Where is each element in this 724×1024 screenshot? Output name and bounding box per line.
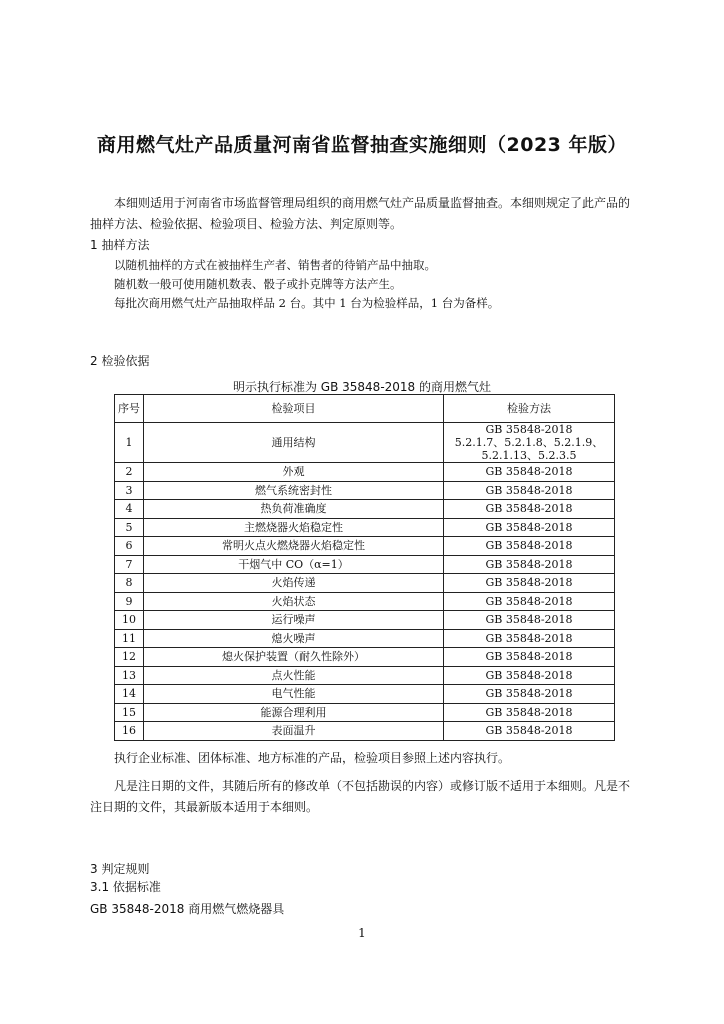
table-cell-method: GB 35848-2018 bbox=[444, 592, 615, 611]
table-cell-method: GB 35848-2018 bbox=[444, 518, 615, 537]
table-cell-item: 主燃烧器火焰稳定性 bbox=[144, 518, 444, 537]
table-cell-method: GB 35848-2018 bbox=[444, 629, 615, 648]
table-row bbox=[115, 518, 615, 537]
sampling-line-3: 每批次商用燃气灶产品抽取样品 2 台。其中 1 台为检验样品，1 台为备样。 bbox=[114, 296, 500, 310]
table-row bbox=[115, 611, 615, 630]
table-cell-no: 10 bbox=[115, 611, 144, 630]
table-cell-method: GB 35848-2018 bbox=[444, 555, 615, 574]
table-cell-no: 13 bbox=[115, 666, 144, 685]
table-row bbox=[115, 574, 615, 593]
table-row bbox=[115, 500, 615, 519]
table-cell-item: 通用结构 bbox=[144, 423, 444, 463]
sampling-line-1: 以随机抽样的方式在被抽样生产者、销售者的待销产品中抽取。 bbox=[114, 258, 436, 272]
table-cell-method: GB 35848-2018 5.2.1.7、5.2.1.8、5.2.1.9、5.2.1.13、5.2.3.5 bbox=[444, 423, 615, 463]
table-row bbox=[115, 666, 615, 685]
standard-reference: GB 35848-2018 商用燃气燃烧器具 bbox=[90, 902, 285, 916]
table-cell-item: 燃气系统密封性 bbox=[144, 481, 444, 500]
section2-heading: 2 检验依据 bbox=[90, 354, 150, 368]
table-header-row bbox=[115, 395, 615, 423]
table-cell-item: 熄火保护装置（耐久性除外） bbox=[144, 648, 444, 667]
table-cell-method: GB 35848-2018 bbox=[444, 463, 615, 482]
table-row bbox=[115, 722, 615, 741]
table-cell-no: 9 bbox=[115, 592, 144, 611]
table-cell-no: 15 bbox=[115, 703, 144, 722]
intro-paragraph: 本细则适用于河南省市场监督管理局组织的商用燃气灶产品质量监督抽查。本细则规定了此产品的抽样方法、检验依据、检验项目、检验方法、判定原则等。 bbox=[90, 196, 631, 231]
table-cell-no: 1 bbox=[115, 423, 144, 463]
table-cell-method: GB 35848-2018 bbox=[444, 500, 615, 519]
table-row bbox=[115, 481, 615, 500]
table-cell-item: 干烟气中 CO（α=1） bbox=[144, 555, 444, 574]
table-cell-no: 5 bbox=[115, 518, 144, 537]
col-header-method: 检验方法 bbox=[444, 395, 615, 423]
table-cell-method: GB 35848-2018 bbox=[444, 648, 615, 667]
table-cell-item: 熄火噪声 bbox=[144, 629, 444, 648]
table-row bbox=[115, 537, 615, 556]
page-number: 1 bbox=[358, 926, 366, 940]
table-cell-item: 常明火点火燃烧器火焰稳定性 bbox=[144, 537, 444, 556]
table-cell-no: 4 bbox=[115, 500, 144, 519]
inspection-table bbox=[114, 394, 615, 741]
document-title: 商用燃气灶产品质量河南省监督抽查实施细则（2023 年版） bbox=[97, 134, 627, 156]
note-paragraph-2: 凡是注日期的文件，其随后所有的修改单（不包括勘误的内容）或修订版不适用于本细则。凡是不注日期的文件，其最新版本适用于本细则。 bbox=[90, 779, 631, 814]
table-row bbox=[115, 648, 615, 667]
table-cell-item: 热负荷准确度 bbox=[144, 500, 444, 519]
table-cell-no: 3 bbox=[115, 481, 144, 500]
sampling-line-2: 随机数一般可使用随机数表、骰子或扑克牌等方法产生。 bbox=[114, 277, 402, 291]
table-body bbox=[115, 423, 615, 741]
table-cell-item: 外观 bbox=[144, 463, 444, 482]
col-header-no: 序号 bbox=[115, 395, 144, 423]
table-cell-no: 8 bbox=[115, 574, 144, 593]
table-cell-no: 11 bbox=[115, 629, 144, 648]
table-cell-no: 6 bbox=[115, 537, 144, 556]
table-row bbox=[115, 555, 615, 574]
table-cell-item: 运行噪声 bbox=[144, 611, 444, 630]
table-cell-no: 2 bbox=[115, 463, 144, 482]
table-cell-no: 14 bbox=[115, 685, 144, 704]
table-cell-item: 能源合理利用 bbox=[144, 703, 444, 722]
section1-heading: 1 抽样方法 bbox=[90, 238, 150, 252]
table-row bbox=[115, 629, 615, 648]
table-cell-item: 电气性能 bbox=[144, 685, 444, 704]
table-cell-method: GB 35848-2018 bbox=[444, 685, 615, 704]
table-cell-method: GB 35848-2018 bbox=[444, 722, 615, 741]
table-cell-method: GB 35848-2018 bbox=[444, 481, 615, 500]
table-cell-no: 7 bbox=[115, 555, 144, 574]
table-cell-method: GB 35848-2018 bbox=[444, 611, 615, 630]
table-row bbox=[115, 703, 615, 722]
table-caption: 明示执行标准为 GB 35848-2018 的商用燃气灶 bbox=[232, 380, 492, 394]
table-cell-item: 点火性能 bbox=[144, 666, 444, 685]
table-cell-item: 火焰状态 bbox=[144, 592, 444, 611]
col-header-item: 检验项目 bbox=[144, 395, 444, 423]
table-cell-item: 火焰传递 bbox=[144, 574, 444, 593]
table-cell-no: 16 bbox=[115, 722, 144, 741]
section3-heading: 3 判定规则 bbox=[90, 862, 150, 876]
table-cell-method: GB 35848-2018 bbox=[444, 703, 615, 722]
table-cell-method: GB 35848-2018 bbox=[444, 537, 615, 556]
table-row bbox=[115, 423, 615, 463]
table-row bbox=[115, 685, 615, 704]
section3-1-heading: 3.1 依据标准 bbox=[90, 880, 161, 894]
note-paragraph-1: 执行企业标准、团体标准、地方标准的产品，检验项目参照上述内容执行。 bbox=[114, 751, 511, 765]
table-cell-no: 12 bbox=[115, 648, 144, 667]
table-row bbox=[115, 463, 615, 482]
table-cell-method: GB 35848-2018 bbox=[444, 574, 615, 593]
table-cell-item: 表面温升 bbox=[144, 722, 444, 741]
table-cell-method: GB 35848-2018 bbox=[444, 666, 615, 685]
table-row bbox=[115, 592, 615, 611]
